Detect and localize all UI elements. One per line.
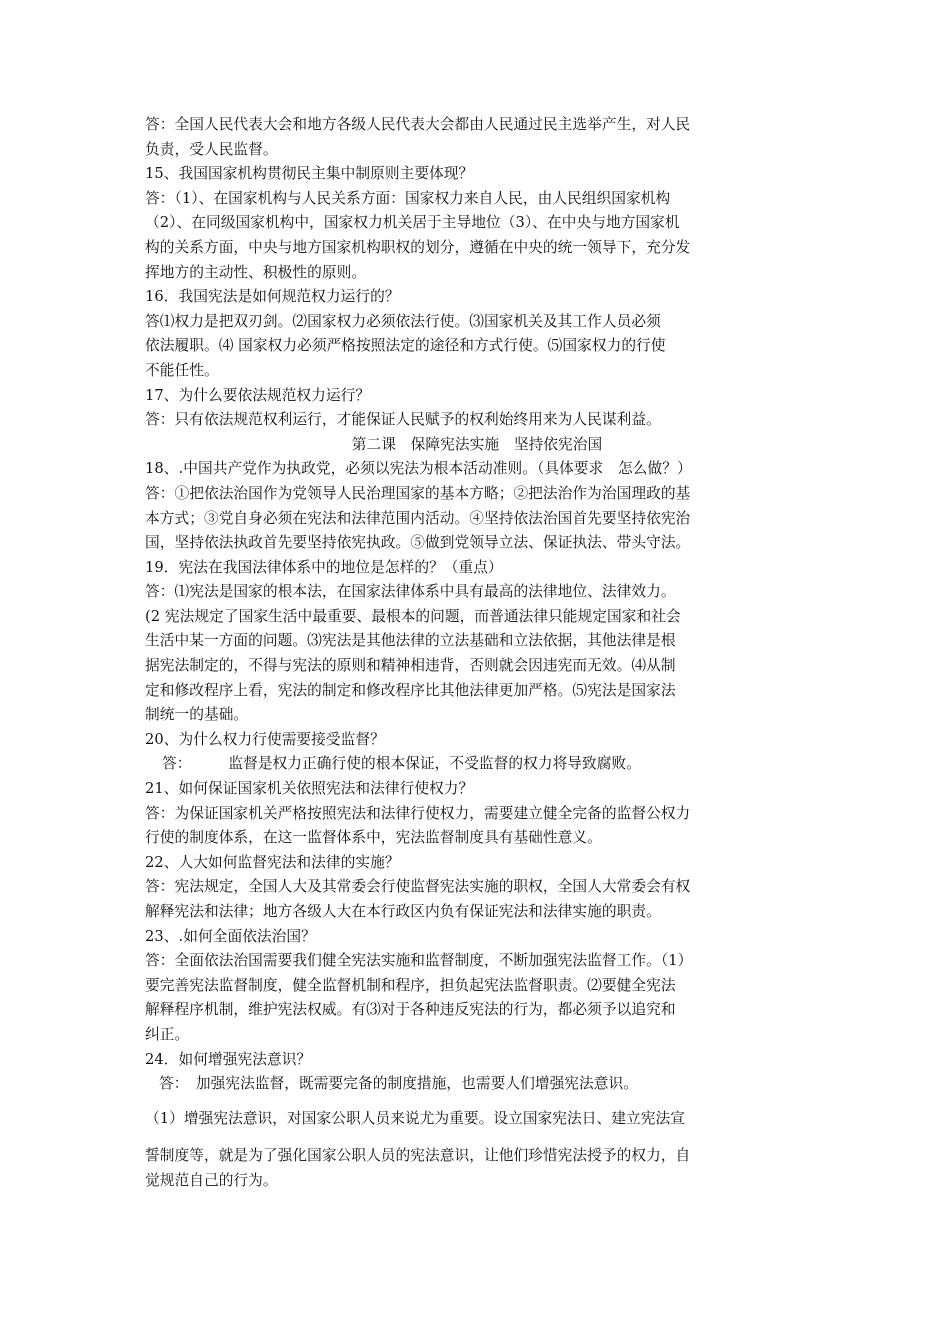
text-line: 生活中某一方面的问题。⑶宪法是其他法律的立法基础和立法依据，其他法律是根 xyxy=(145,632,676,650)
question-heading: 15、我国国家机构贯彻民主集中制原则主要体现？ xyxy=(145,165,474,183)
text-line: 答：全国人民代表大会和地方各级人民代表大会都由人民通过民主选举产生，对人民 xyxy=(145,116,691,133)
text-line: 依法履职。⑷ 国家权力必须严格按照法定的途径和方式行使。⑸国家权力的行使 xyxy=(145,337,666,355)
question-heading: 18、.中国共产党作为执政党，必须以宪法为根本活动准则。（具体要求 怎么做？） xyxy=(145,460,692,478)
question-heading: 17、为什么要依法规范权力运行？ xyxy=(145,386,371,404)
text-line: 答： 监督是权力正确行使的根本保证，不受监督的权力将导致腐败。 xyxy=(162,755,641,773)
text-line: 答：为保证国家机关严格按照宪法和法律行使权力，需要建立健全完备的监督公权力 xyxy=(145,804,691,822)
text-line: 答： 加强宪法监督，既需要完备的制度措施，也需要人们增强宪法意识。 xyxy=(159,1075,638,1093)
question-heading: 20、为什么权力行使需要接受监督？ xyxy=(145,730,385,748)
text-line: 觉规范自己的行为。 xyxy=(145,1171,278,1189)
text-line: 本方式；③党自身必须在宪法和法律范围内活动。④坚持依法治国首先要坚持依宪治 xyxy=(145,509,691,527)
question-heading: 24．如何增强宪法意识？ xyxy=(145,1050,312,1068)
text-line: 解释宪法和法律；地方各级人大在本行政区内负有保证宪法和法律实施的职责。 xyxy=(145,903,661,920)
text-line: 构的关系方面，中央与地方国家机构职权的划分，遵循在中央的统一领导下，充分发 xyxy=(145,238,691,256)
text-line: 纠正。 xyxy=(145,1025,190,1043)
text-line: 要完善宪法监督制度，健全监督机制和程序，担负起宪法监督职责。⑵要健全宪法 xyxy=(145,976,676,994)
text-line: 解释程序机制，维护宪法权威。有⑶对于各种违反宪法的行为，都必须予以追究和 xyxy=(145,1001,676,1019)
question-heading: 23、.如何全面依法治国？ xyxy=(145,927,316,945)
text-line: 答：只有依法规范权利运行，才能保证人民赋予的权利始终用来为人民谋利益。 xyxy=(145,411,661,429)
question-heading: 16．我国宪法是如何规范权力运行的？ xyxy=(145,288,400,306)
text-line: (2 宪法规定了国家生活中最重要、最根本的问题，而普通法律只能规定国家和社会 xyxy=(145,607,681,625)
text-line: 答：全面依法治国需要我们健全宪法实施和监督制度，不断加强宪法监督工作。（1） xyxy=(145,952,693,970)
question-heading: 22、人大如何监督宪法和法律的实施？ xyxy=(145,853,400,871)
text-line: 定和修改程序上看，宪法的制定和修改程序比其他法律更加严格。⑸宪法是国家法 xyxy=(145,681,676,699)
text-line: （2）、在同级国家机构中，国家权力机关居于主导地位（3）、在中央与地方国家机 xyxy=(145,214,680,232)
text-line: 负责，受人民监督。 xyxy=(145,140,278,158)
text-line: 据宪法制定的，不得与宪法的原则和精神相违背，否则就会因违宪而无效。⑷从制 xyxy=(145,657,676,675)
lesson-title: 第二课 保障宪法实施 坚持依宪治国 xyxy=(351,435,603,453)
question-heading: 21、如何保证国家机关依照宪法和法律行使权力？ xyxy=(145,780,474,798)
text-line: 答：⑴宪法是国家的根本法，在国家法律体系中具有最高的法律地位、法律效力。 xyxy=(145,583,676,601)
text-line: 制统一的基础。 xyxy=(145,706,249,724)
text-line: （1）增强宪法意识，对国家公职人员来说尤为重要。设立国家宪法日、建立宪法宣 xyxy=(145,1109,685,1127)
text-line: 答：（1）、在国家机构与人民关系方面：国家权力来自人民，由人民组织国家机构 xyxy=(145,189,671,207)
question-heading: 19．宪法在我国法律体系中的地位是怎样的？（重点） xyxy=(145,558,503,576)
text-line: 国，坚持依法执政首先要坚持依宪执政。⑤做到党领导立法、保证执法、带头守法。 xyxy=(145,534,691,552)
text-line: 答：①把依法治国作为党领导人民治理国家的基本方略；②把法治作为治国理政的基 xyxy=(145,484,691,502)
text-line: 答⑴权力是把双刃剑。⑵国家权力必须依法行使。⑶国家机关及其工作人员必须 xyxy=(145,312,661,330)
document-page xyxy=(145,113,809,1194)
text-line: 不能任性。 xyxy=(145,361,219,379)
text-line: 誓制度等，就是为了强化国家公职人员的宪法意识，让他们珍惜宪法授予的权力，自 xyxy=(145,1147,691,1165)
text-line: 挥地方的主动性、积极性的原则。 xyxy=(145,263,367,281)
text-line: 行使的制度体系，在这一监督体系中，宪法监督制度具有基础性意义。 xyxy=(145,829,602,847)
text-line: 答：宪法规定，全国人大及其常委会行使监督宪法实施的职权，全国人大常委会有权 xyxy=(145,878,691,896)
